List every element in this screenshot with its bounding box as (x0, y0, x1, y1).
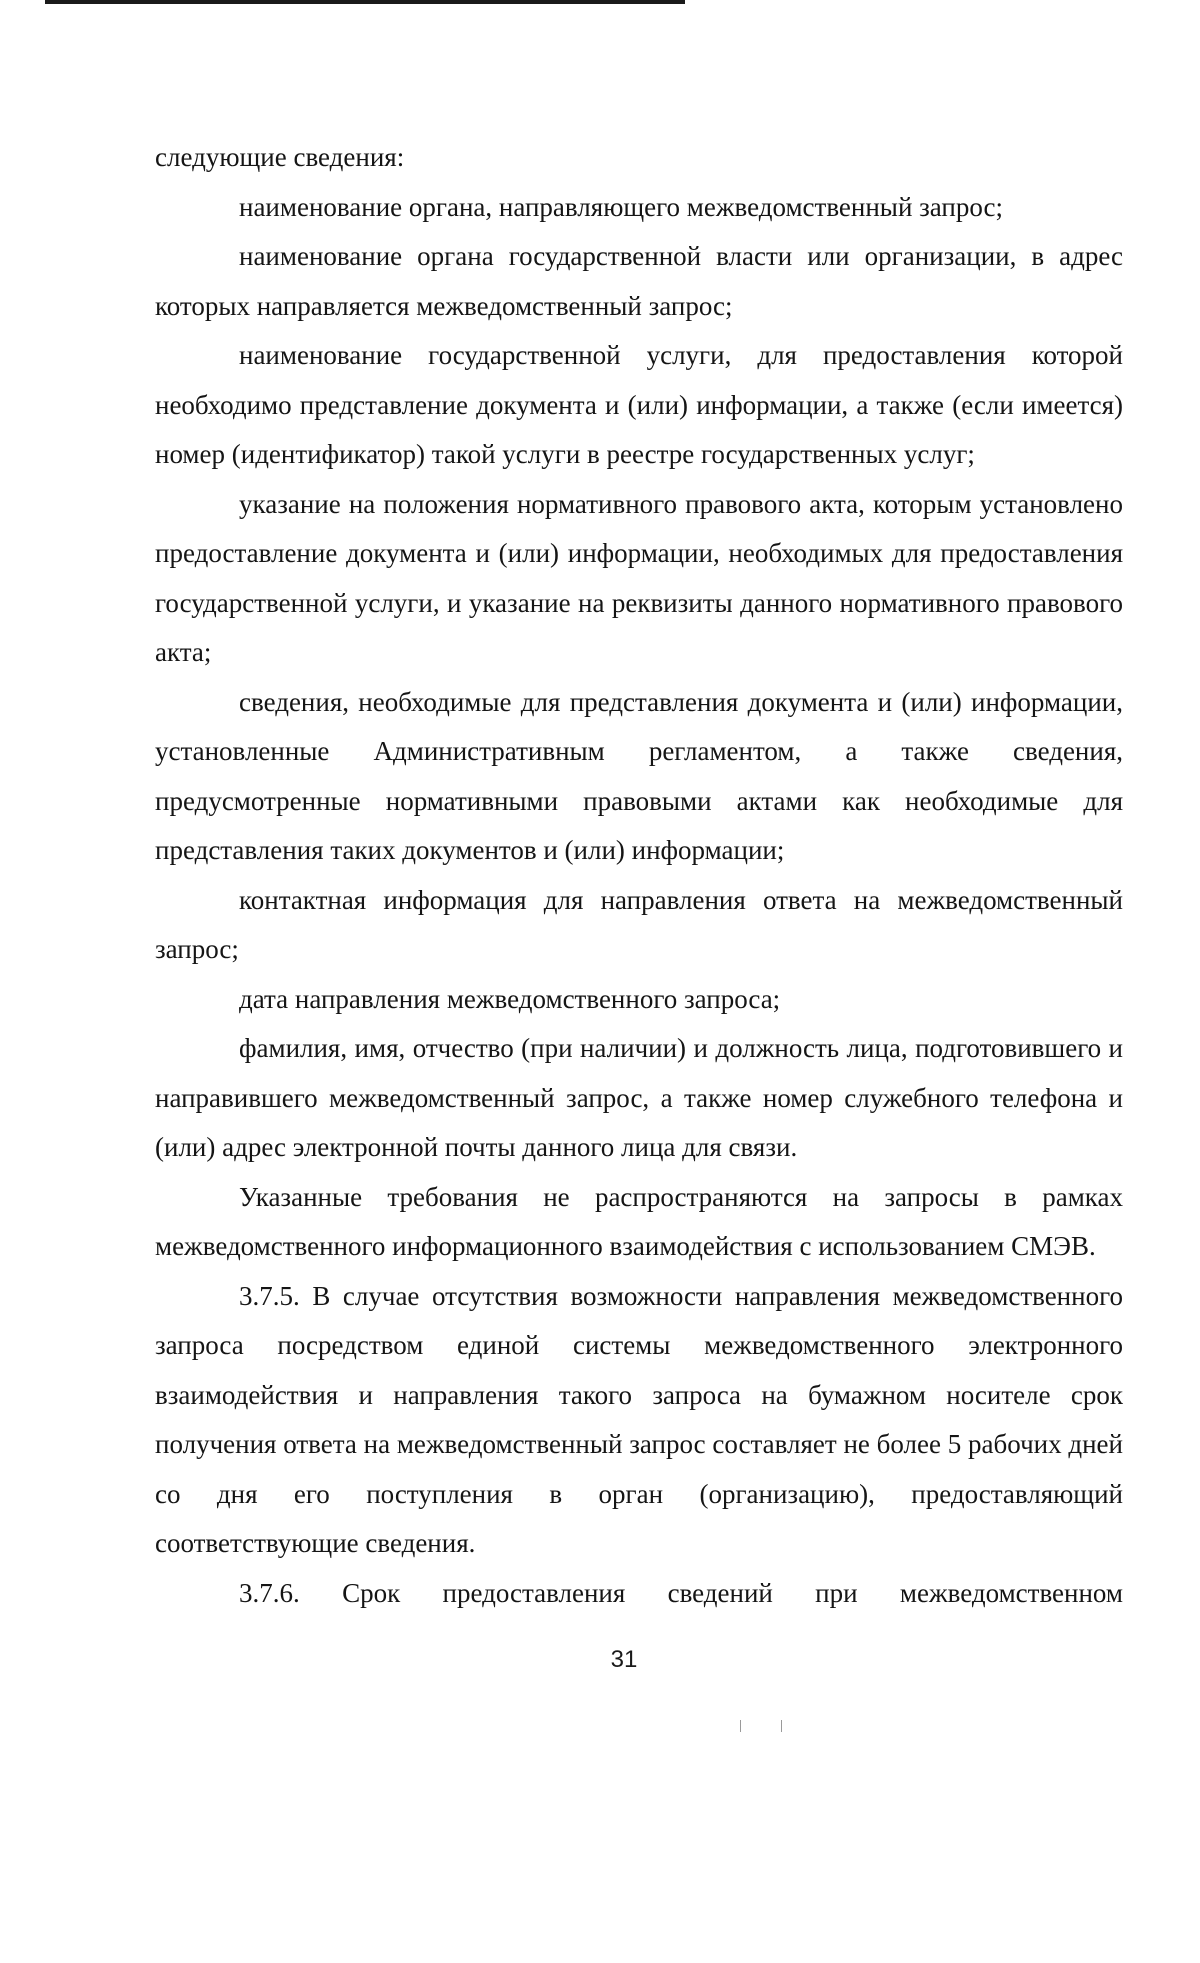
paragraph-1: следующие сведения: (155, 142, 405, 172)
scan-mark (740, 1720, 741, 1732)
paragraph-11: 3.7.5. В случае отсутствия возможности направления межведомственного запроса посредством единой системы межведомственного электронного взаимодействия и направления такого запроса на бумажном носителе срок получения ответа на межведомственный запрос составляет не более 5 рабочих дней со дня его поступления в орган (организацию), предоставляющий соответствующие сведения. (155, 1280, 1123, 1558)
paragraph-3: наименование органа государственной власти или организации, в адрес которых направляется межведомственный запрос; (155, 241, 1123, 321)
document-body (155, 133, 1123, 1618)
paragraph-2: наименование органа, направляющего межведомственный запрос; (239, 191, 1004, 222)
paragraph-12: 3.7.6. Срок предоставления сведений при межведомственном (239, 1577, 1123, 1608)
paragraph-8: дата направления межведомственного запроса; (239, 983, 781, 1014)
scan-mark (781, 1720, 782, 1732)
paragraph-4: наименование государственной услуги, для предоставления которой необходимо представление документа и (или) информации, а также (если имеется) номер (идентификатор) такой услуги в реестре государственных услуг; (155, 340, 1123, 469)
paragraph-5: указание на положения нормативного правового акта, которым установлено предоставление документа и (или) информации, необходимых для предоставления государственной услуги, и указание на реквизиты данного нормативного правового акта; (155, 488, 1123, 667)
page-number: 31 (610, 1646, 638, 1673)
paragraph-9: фамилия, имя, отчество (при наличии) и должность лица, подготовившего и направившего межведомственный запрос, а также номер служебного телефона и (или) адрес электронной почты данного лица для связи. (155, 1033, 1123, 1162)
paragraph-7: контактная информация для направления ответа на межведомственный запрос; (155, 884, 1123, 964)
scan-edge-line (45, 0, 685, 4)
paragraph-10: Указанные требования не распространяются на запросы в рамках межведомственного информационного взаимодействия с использованием СМЭВ. (155, 1181, 1123, 1261)
paragraph-6: сведения, необходимые для представления документа и (или) информации, установленные Административным регламентом, а также сведения, предусмотренные нормативными правовыми актами как необходимые для представления таких документов и (или) информации; (155, 686, 1123, 865)
